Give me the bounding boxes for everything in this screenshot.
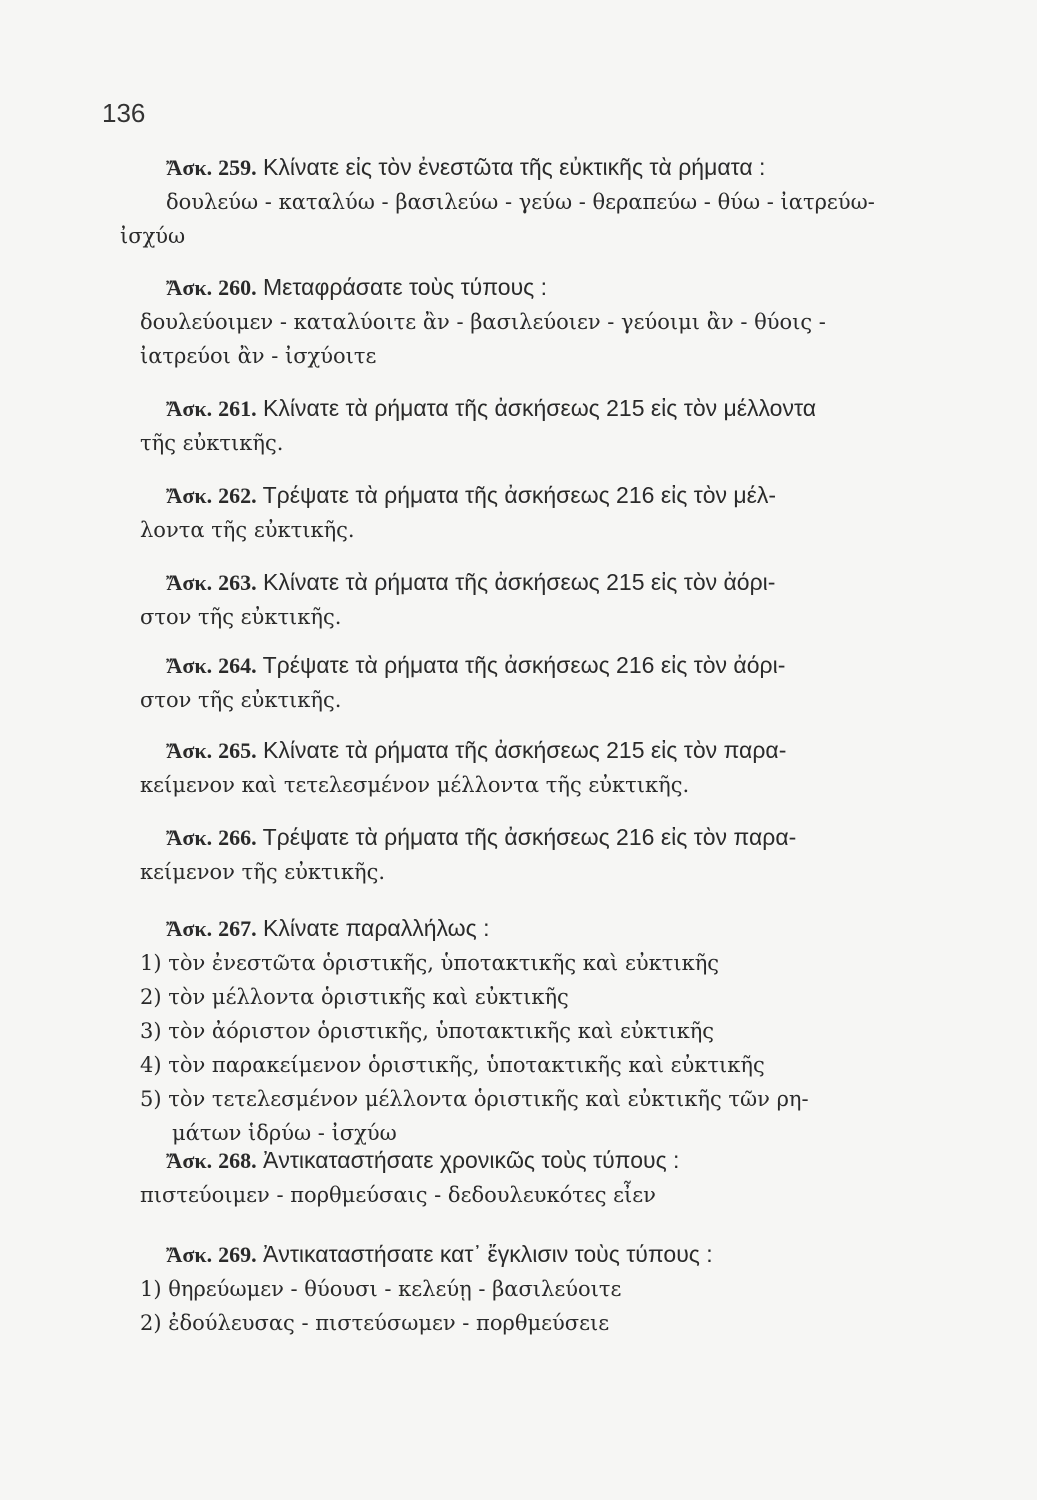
exercise-line: πιστεύοιμεν - πορθμεύσαις - δεδουλευκότες εἶεν (140, 1183, 656, 1207)
exercise-label: Ἄσκ. (166, 396, 213, 421)
exercise-number: 261. (218, 396, 257, 421)
exercise-number: 260. (218, 275, 257, 300)
exercise-label: Ἄσκ. (166, 570, 213, 595)
exercise-268 (140, 1143, 920, 1212)
exercise-instruction: Τρέψατε τὰ ρήματα τῆς ἀσκήσεως 216 εἰς τὸν ἀόρι- (262, 652, 786, 678)
exercise-number: 259. (218, 155, 257, 180)
list-item: 2) ἐδούλευσας - πιστεύσωμεν - πορθμεύσειε (140, 1311, 610, 1335)
page-number: 136 (102, 98, 146, 128)
exercise-261 (140, 391, 920, 460)
exercise-instruction: Κλίνατε εἰς τὸν ἐνεστῶτα τῆς εὐκτικῆς τὰ ρήματα : (263, 154, 766, 180)
exercise-instruction: Ἀντικαταστήσατε χρονικῶς τοὺς τύπους : (263, 1147, 680, 1173)
exercise-instruction: Μεταφράσατε τοὺς τύπους : (263, 274, 548, 300)
exercise-262 (140, 478, 920, 547)
exercise-label: Ἄσκ. (166, 483, 213, 508)
exercise-instruction: Κλίνατε τὰ ρήματα τῆς ἀσκήσεως 215 εἰς τὸν μέλλοντα (263, 395, 817, 421)
exercise-number: 267. (218, 916, 257, 941)
list-item: μάτων ἱδρύω - ἰσχύω (172, 1121, 397, 1145)
exercise-label: Ἄσκ. (166, 825, 213, 850)
exercise-number: 268. (218, 1148, 257, 1173)
list-item: 5) τὸν τετελεσμένον μέλλοντα ὁριστικῆς καὶ εὐκτικῆς τῶν ρη- (140, 1087, 809, 1111)
exercise-instruction: Ἀντικαταστήσατε κατ᾽ ἔγκλισιν τοὺς τύπους : (263, 1241, 713, 1267)
exercise-number: 264. (218, 653, 257, 678)
exercise-number: 265. (218, 738, 257, 763)
exercise-266 (140, 820, 920, 889)
exercise-line: στον τῆς εὐκτικῆς. (140, 688, 342, 712)
exercise-259 (120, 150, 920, 253)
exercise-line: δουλεύω - καταλύω - βασιλεύω - γεύω - θεραπεύω - θύω - ἰατρεύω- (166, 190, 875, 214)
exercise-264 (140, 648, 920, 717)
exercise-line: ἰσχύω (120, 224, 186, 248)
exercise-line: κείμενον καὶ τετελεσμένον μέλλοντα τῆς εὐκτικῆς. (140, 773, 690, 797)
exercise-label: Ἄσκ. (166, 275, 213, 300)
exercise-number: 269. (218, 1242, 257, 1267)
list-item: 2) τὸν μέλλοντα ὁριστικῆς καὶ εὐκτικῆς (140, 985, 569, 1009)
exercise-instruction: Τρέψατε τὰ ρήματα τῆς ἀσκήσεως 216 εἰς τὸν παρα- (262, 824, 797, 850)
exercise-263 (140, 565, 920, 634)
exercise-instruction: Κλίνατε παραλλήλως : (263, 915, 490, 941)
exercise-267 (140, 911, 920, 1150)
exercise-number: 262. (218, 483, 257, 508)
exercise-instruction: Κλίνατε τὰ ρήματα τῆς ἀσκήσεως 215 εἰς τὸν παρα- (263, 737, 787, 763)
exercise-label: Ἄσκ. (166, 1148, 213, 1173)
exercise-label: Ἄσκ. (166, 738, 213, 763)
exercise-line: ἰατρεύοι ἂν - ἰσχύοιτε (140, 344, 377, 368)
exercise-label: Ἄσκ. (166, 653, 213, 678)
exercise-line: κείμενον τῆς εὐκτικῆς. (140, 860, 386, 884)
exercise-label: Ἄσκ. (166, 155, 213, 180)
exercise-number: 266. (218, 825, 257, 850)
exercise-line: δουλεύοιμεν - καταλύοιτε ἂν - βασιλεύοιεν - γεύοιμι ἂν - θύοις - (140, 310, 826, 334)
exercise-line: στον τῆς εὐκτικῆς. (140, 605, 342, 629)
exercise-line: τῆς εὐκτικῆς. (140, 431, 284, 455)
exercise-265 (140, 733, 920, 802)
exercise-269 (140, 1237, 920, 1340)
exercise-line: λοντα τῆς εὐκτικῆς. (140, 518, 355, 542)
exercise-label: Ἄσκ. (166, 916, 213, 941)
list-item: 1) θηρεύωμεν - θύουσι - κελεύῃ - βασιλεύοιτε (140, 1277, 622, 1301)
list-item: 4) τὸν παρακείμενον ὁριστικῆς, ὑποτακτικῆς καὶ εὐκτικῆς (140, 1053, 765, 1077)
list-item: 1) τὸν ἐνεστῶτα ὁριστικῆς, ὑποτακτικῆς καὶ εὐκτικῆς (140, 951, 720, 975)
exercise-instruction: Κλίνατε τὰ ρήματα τῆς ἀσκήσεως 215 εἰς τὸν ἀόρι- (263, 569, 776, 595)
exercise-label: Ἄσκ. (166, 1242, 213, 1267)
exercise-260 (140, 270, 920, 373)
exercise-instruction: Τρέψατε τὰ ρήματα τῆς ἀσκήσεως 216 εἰς τὸν μέλ- (262, 482, 777, 508)
list-item: 3) τὸν ἀόριστον ὁριστικῆς, ὑποτακτικῆς καὶ εὐκτικῆς (140, 1019, 715, 1043)
exercise-number: 263. (218, 570, 257, 595)
